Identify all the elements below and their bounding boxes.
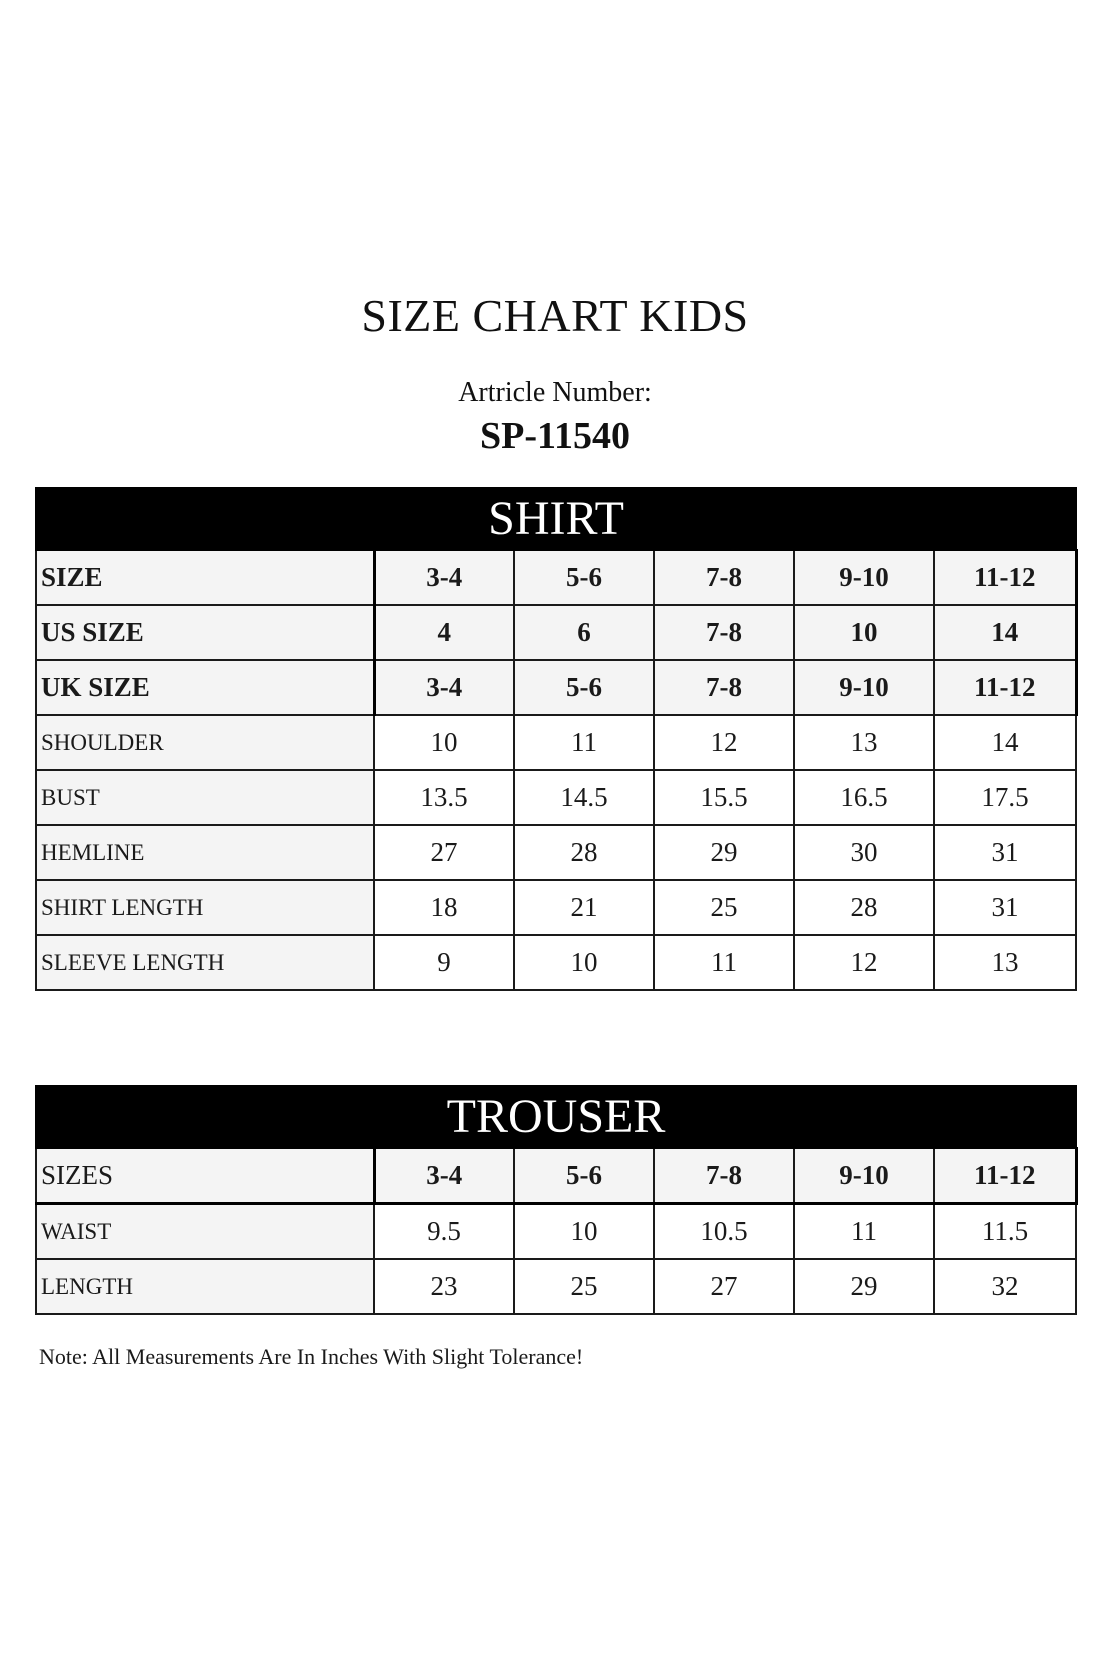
shirt-size-table <box>35 487 1078 991</box>
measurement-cell: 17.5 <box>934 770 1076 825</box>
article-number-value: SP-11540 <box>480 415 630 457</box>
measurement-cell: 11.5 <box>934 1204 1076 1260</box>
measurement-cell: 13.5 <box>374 770 514 825</box>
measurement-cell: 32 <box>934 1259 1076 1314</box>
measurement-cell: 12 <box>794 935 934 990</box>
size-cell: 5-6 <box>514 660 654 715</box>
size-cell: 9-10 <box>794 550 934 605</box>
shirt-uk-size-row <box>36 660 1076 715</box>
measurement-cell: 28 <box>514 825 654 880</box>
measurement-cell: 9 <box>374 935 514 990</box>
size-cell: 7-8 <box>654 1148 794 1204</box>
size-cell: 4 <box>374 605 514 660</box>
row-label: SHIRT LENGTH <box>36 880 374 935</box>
row-label: WAIST <box>36 1204 374 1260</box>
measurement-cell: 13 <box>794 715 934 770</box>
measurement-cell: 23 <box>374 1259 514 1314</box>
measurement-cell: 15.5 <box>654 770 794 825</box>
measurement-cell: 11 <box>794 1204 934 1260</box>
size-cell: 3-4 <box>374 660 514 715</box>
shirt-bust-row <box>36 770 1076 825</box>
measurement-cell: 30 <box>794 825 934 880</box>
measurement-cell: 31 <box>934 825 1076 880</box>
size-cell: 14 <box>934 605 1076 660</box>
measurement-cell: 21 <box>514 880 654 935</box>
size-cell: 7-8 <box>654 605 794 660</box>
measurement-note: Note: All Measurements Are In Inches With Slight Tolerance! <box>39 1344 584 1369</box>
size-cell: 9-10 <box>794 660 934 715</box>
size-cell: 7-8 <box>654 550 794 605</box>
measurement-cell: 11 <box>514 715 654 770</box>
shirt-section-heading: SHIRT <box>36 488 1076 550</box>
measurement-cell: 25 <box>514 1259 654 1314</box>
shirt-size-row <box>36 550 1076 605</box>
measurement-cell: 27 <box>654 1259 794 1314</box>
measurement-cell: 31 <box>934 880 1076 935</box>
measurement-cell: 10 <box>514 935 654 990</box>
trouser-sizes-row <box>36 1148 1076 1204</box>
row-label: US SIZE <box>36 605 374 660</box>
measurement-cell: 10 <box>514 1204 654 1260</box>
measurement-cell: 11 <box>654 935 794 990</box>
measurement-cell: 29 <box>654 825 794 880</box>
size-cell: 9-10 <box>794 1148 934 1204</box>
row-label: BUST <box>36 770 374 825</box>
shirt-sleeve-length-row <box>36 935 1076 990</box>
measurement-cell: 10 <box>374 715 514 770</box>
measurement-cell: 16.5 <box>794 770 934 825</box>
measurement-cell: 18 <box>374 880 514 935</box>
trouser-size-table <box>35 1085 1078 1315</box>
size-cell: 6 <box>514 605 654 660</box>
row-label: SIZES <box>36 1148 374 1204</box>
size-cell: 11-12 <box>934 550 1076 605</box>
trouser-section-heading: TROUSER <box>36 1086 1076 1148</box>
shirt-length-row <box>36 880 1076 935</box>
article-number-label: Artricle Number: <box>458 377 652 408</box>
measurement-cell: 10.5 <box>654 1204 794 1260</box>
size-cell: 10 <box>794 605 934 660</box>
measurement-cell: 25 <box>654 880 794 935</box>
size-cell: 11-12 <box>934 660 1076 715</box>
row-label: SHOULDER <box>36 715 374 770</box>
measurement-cell: 14 <box>934 715 1076 770</box>
measurement-cell: 29 <box>794 1259 934 1314</box>
size-cell: 7-8 <box>654 660 794 715</box>
shirt-hemline-row <box>36 825 1076 880</box>
measurement-cell: 12 <box>654 715 794 770</box>
row-label: SLEEVE LENGTH <box>36 935 374 990</box>
row-label: SIZE <box>36 550 374 605</box>
measurement-cell: 9.5 <box>374 1204 514 1260</box>
size-cell: 5-6 <box>514 1148 654 1204</box>
measurement-cell: 14.5 <box>514 770 654 825</box>
size-cell: 11-12 <box>934 1148 1076 1204</box>
row-label: UK SIZE <box>36 660 374 715</box>
measurement-cell: 13 <box>934 935 1076 990</box>
shirt-us-size-row <box>36 605 1076 660</box>
row-label: LENGTH <box>36 1259 374 1314</box>
size-cell: 3-4 <box>374 1148 514 1204</box>
trouser-waist-row <box>36 1204 1076 1260</box>
measurement-cell: 28 <box>794 880 934 935</box>
shirt-shoulder-row <box>36 715 1076 770</box>
measurement-cell: 27 <box>374 825 514 880</box>
size-cell: 3-4 <box>374 550 514 605</box>
row-label: HEMLINE <box>36 825 374 880</box>
trouser-length-row <box>36 1259 1076 1314</box>
size-cell: 5-6 <box>514 550 654 605</box>
page-title: SIZE CHART KIDS <box>361 290 749 341</box>
